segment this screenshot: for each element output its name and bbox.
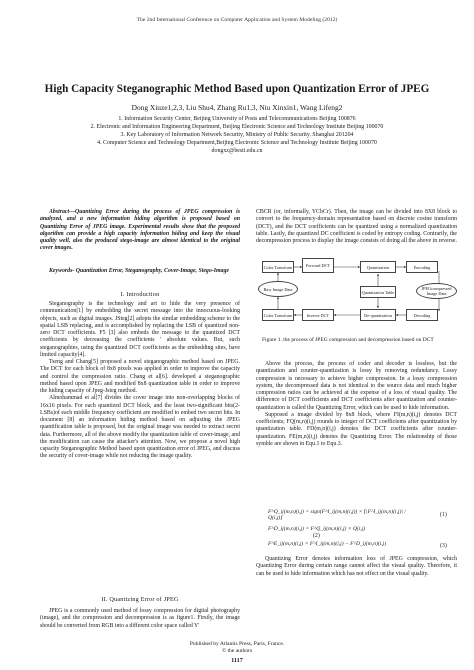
abstract-text: Abstract—Quantizing Error during the process of JPEG compression is analyzed, and a new information hiding algorithm is proposed based on Quantizing Error of JPEG image. Experimental results show that the proposed algorithm can provide a high capacity information hiding and keep the visual quality well, also the produced stego-image are almost identical to the original cover images. xyxy=(40,209,240,252)
section-2 xyxy=(40,608,240,630)
forward-dct-node: Forward DCT xyxy=(302,258,334,273)
discussion-paragraph: Supposed a image divided by 8x8 block, where FI(m,n)(i,j) denotes DCT coefficients; FQ(m,n)(i,j) rounds to integer of DCT coefficients after quantization by quantization table. FD(m,n)(i,j) denotes the DCT coefficients after counter-quantization. FE(m,n)(i,j) denotes the Quantizing Error. The relationship of those symble are shown in Equ.1 to Equ.3. xyxy=(256,411,457,447)
quantization-table-node: Quantization Table xyxy=(360,286,396,298)
quantizing-error-conclusion xyxy=(256,556,457,578)
section-2-paragraph-cont: CBCR (or, informally, YCbCr). Then, the image can be divided into 8X8 block to convert to the frequency-domain representation based on discrete cosine transform (DCT), and the DCT coefficients can be quantized using a normalized quantization table. Lastly, the quantized DC coefficient is coded by entropy coding. Contrarily, the decompression process to display the image consists of doing all the above in reverse. xyxy=(256,209,457,244)
conclusion-paragraph: Quantizing Error denotes information loss of JPEG compression, which Quantizing Error during certain range cannot affect the visual quality. Therefore, it can be used to hide information which has not effect on the visual quality. xyxy=(256,556,457,577)
discussion-paragraph: Above the process, the process of coder and decoder is lossless, but the quantization and counter-quantization is lossy by removing redundancy. Lossy compression is necessary to achieve higher compression. In a lossy compression system, the decompressed data is not identical to the source data and much higher compression ratios can be achieved at the expense of a loss of visual quality. The difference of DCT coefficients and DCT coefficients after quantization and counter-quantization is called the Quantizing Error, which can be used to hide information. xyxy=(256,361,457,411)
quantization-node: Quantization xyxy=(360,261,396,273)
quantizing-error-discussion xyxy=(256,361,457,448)
publisher-line: Published by Atlantis Press, Paris, France. xyxy=(189,641,285,647)
copyright-line: © the authors xyxy=(221,647,253,654)
dequantization-node: De-quantization xyxy=(360,309,396,321)
inverse-dct-node: Inverse DCT xyxy=(302,309,334,321)
equation-2-number: (2) xyxy=(313,533,320,539)
equation-1-number: (1) xyxy=(440,512,447,518)
equation-1: F^Q_ij(m,n)(i,j) = sign(F^I_ij(m,n)(i,j)) × ⌊|F^I_ij(m,n)(i,j)| / Q(i,j)⌋ xyxy=(268,509,406,521)
raw-image-node: Raw Image Data xyxy=(258,281,298,297)
conference-header: The 2nd International Conference on Computer Application and System Modeling (2012) xyxy=(136,17,338,23)
publisher-note xyxy=(0,641,474,654)
equation-3: F^E_ij(m,n)(i,j) = F^I_ij(m,n)(i,j) − F^D_ij(m,n)(i,j) xyxy=(268,541,387,547)
intro-paragraph: Tseng and Chang[5] proposed a novel steganographic method based on JPEG. The DCT for each block of 8x8 pixels was applied in order to improve the capacity and control the compression ratio. Chang et al[6]. developed a steganographic method based upon JPEG and modified 8x8 quantization table in order to improve the hiding capacity of Jpeg-Jsteg method. xyxy=(40,359,240,394)
section-2-paragraph: JPEG is a commonly used method of lossy compression for digital photography (image), and the compression and decompression is as figure1. Firstly, the image should be converted from RGB into a different color space called Y' xyxy=(40,608,240,629)
paper-title: High Capacity Steganographic Method Based upon Quantization Error of JPEG xyxy=(44,83,430,95)
intro-paragraph: Steganography is the technology and art to hide the very presence of communication[1] by embedding the secret message into the innocuous-looking objects, such as digital images. JSteg[2] adopts the similar embedding scheme to the spatial LSB replacing, and is accomplished by replacing the LSB of quantized non-zero DCT coefficients. F5 [3] also embeds the message to the quantized DCT coefficients by decreasing the coefficients ' absolute values. But, such steganographies, using the quantized DCT coefficients as the embedding sites, have limited capacity[4]. xyxy=(40,301,240,358)
affiliation-2: 2. Electronic and Information Engineering Department, Beijing Electronic Science and Technology Institute Beijing 100070 xyxy=(90,124,384,130)
author-email[interactable]: dongxz@besti.edu.cn xyxy=(211,148,263,154)
affiliation-3: 3. Key Laboratory of Information Network Security, Ministry of Public Security. Shanghai 201204 xyxy=(120,132,354,138)
keywords-text: Keywords- Quantization Error, Steganography, Cover-Image, Stego-Image xyxy=(49,268,229,274)
intro-paragraph: Almohammad et al[7] divides the cover image into non-overlapping blocks of 16x16 pixels. For each quantized DCT block, and the least two-significant bits(2-LSBs)of each middle frequency coefficient are modified to embed two secret bits. In document [8] an information hiding method based on adjusting the JPEG quantification table is proposed, but the original image was needed to extract secret data. Furthermore, all of the above modify the quantization table of cover-image, and the modification can cause the attacker's attention. Now, we propose a novel high capacity Steganographic Method based upon quantization error of JPEG, and discuss the security of cover-image while not reducing the image quality. xyxy=(40,395,240,460)
page-number: 1117 xyxy=(231,657,243,664)
intro-section xyxy=(40,301,240,461)
figure-1-caption: Figure 1. the process of JPEG compression and decompression based on DCT xyxy=(262,337,434,343)
equation-2: F^D_ij(m,n)(i,j) = F^Q_ij(m,n)(i,j) × Q(i,j) xyxy=(268,526,366,532)
jpeg-data-node: JPEGcompressed Image Data xyxy=(416,283,457,299)
affiliation-4: 4. Computer Science and Technology Department,Beijing Electronic Science and Technology Institute Beijing 100070 xyxy=(97,140,377,146)
author-list: Dong Xiuze1,2,3, Liu Shu4, Zhang Ru1,3, Niu Xinxin1, Wang Lifeng2 xyxy=(131,103,343,112)
section-2-continued xyxy=(256,209,457,245)
encoding-node: Encoding xyxy=(406,261,438,273)
keywords xyxy=(40,268,240,275)
equation-3-number: (3) xyxy=(440,543,447,549)
abstract xyxy=(40,209,240,253)
color-transform-node: Color Transform xyxy=(262,261,294,273)
decoding-node: Decoding xyxy=(406,309,438,321)
intro-heading: I. Introduction xyxy=(120,291,160,298)
color-transform-2-node: Color Transform xyxy=(262,309,294,321)
section-2-heading: II. Quantizing Error of JPEG xyxy=(101,596,179,603)
affiliation-1: 1. Information Security Center, Beijing University of Posts and Telecommunications Beijing 100876 xyxy=(118,116,356,122)
figure-1 xyxy=(256,253,457,353)
